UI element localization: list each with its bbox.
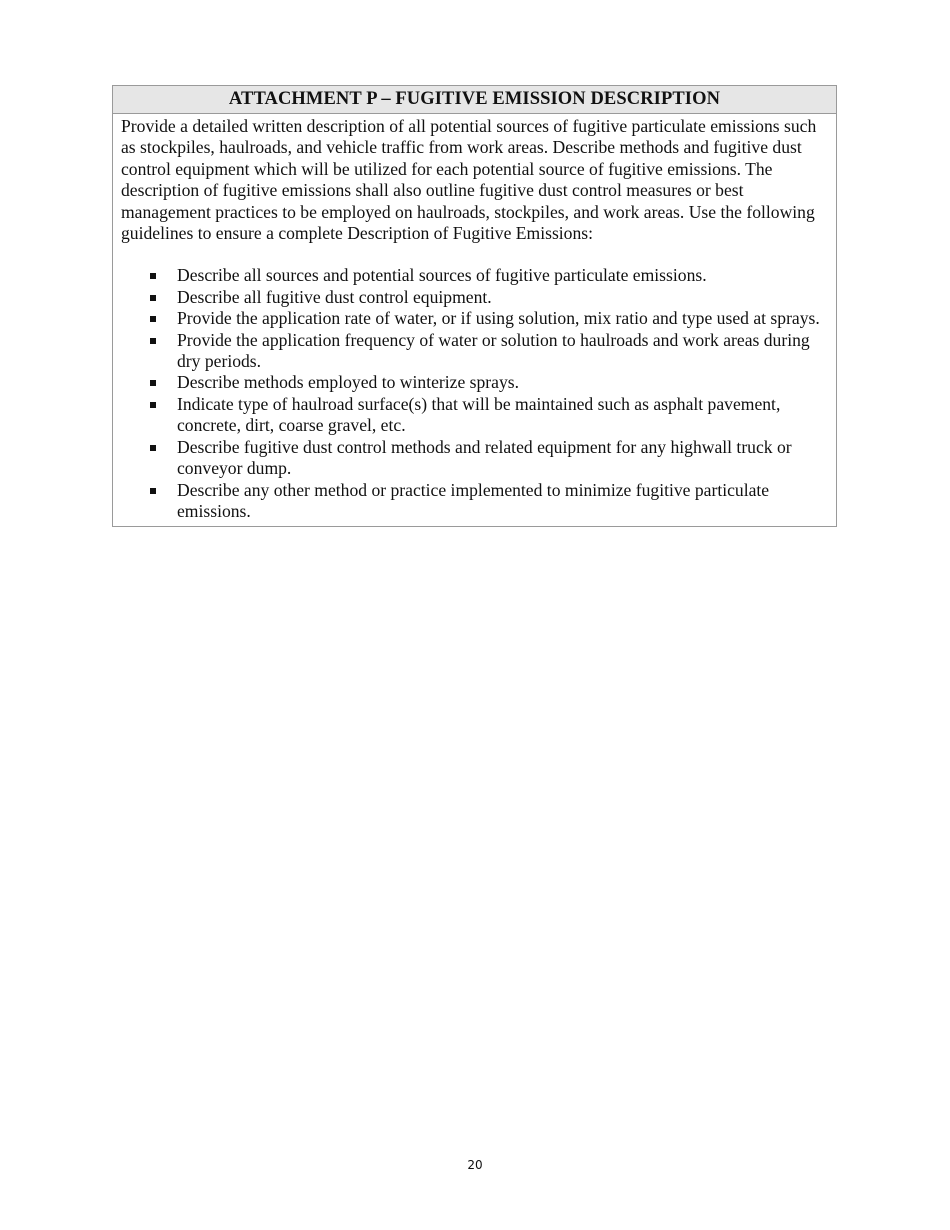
list-item [177,308,828,329]
list-item [177,287,828,308]
guidelines-list [121,265,828,522]
page-number: 20 [467,1158,483,1172]
square-bullet-icon [150,488,156,494]
attachment-body [113,114,836,526]
list-item-text: Describe all sources and potential sources of fugitive particulate emissions. [177,265,707,286]
attachment-box [112,85,837,527]
list-item-text: Describe fugitive dust control methods and related equipment for any highwall truck or conveyor dump. [177,436,792,479]
square-bullet-icon [150,316,156,322]
list-item [177,480,828,523]
square-bullet-icon [150,273,156,279]
list-item-text: Describe all fugitive dust control equipment. [177,286,492,307]
list-item [177,437,828,480]
square-bullet-icon [150,295,156,301]
square-bullet-icon [150,402,156,408]
list-item-text: Describe methods employed to winterize sprays. [177,372,520,393]
square-bullet-icon [150,380,156,386]
list-item-text: Indicate type of haulroad surface(s) that will be maintained such as asphalt pavement, concrete, dirt, coarse gravel, etc. [177,393,781,436]
intro-paragraph: Provide a detailed written description of all potential sources of fugitive particulate emissions such as stockpiles, haulroads, and vehicle traffic from work areas. Describe methods and fugitive dust control equipment which will be utilized for each potential source of fugitive emissions. The description of fugitive emissions shall also outline fugitive dust control measures or best management practices to be employed on haulroads, stockpiles, and work areas. Use the following guidelines to ensure a complete Description of Fugitive Emissions: [121,116,817,244]
list-item [177,265,828,286]
list-item [177,394,828,437]
list-item-text: Describe any other method or practice implemented to minimize fugitive particulate emissions. [177,479,770,521]
list-item [177,330,828,373]
attachment-title: ATTACHMENT P – FUGITIVE EMISSION DESCRIPTION [113,86,836,114]
square-bullet-icon [150,338,156,344]
list-item [177,372,828,393]
square-bullet-icon [150,445,156,451]
list-item-text: Provide the application frequency of water or solution to haulroads and work areas during dry periods. [177,329,810,372]
list-item-text: Provide the application rate of water, or if using solution, mix ratio and type used at sprays. [177,308,820,329]
